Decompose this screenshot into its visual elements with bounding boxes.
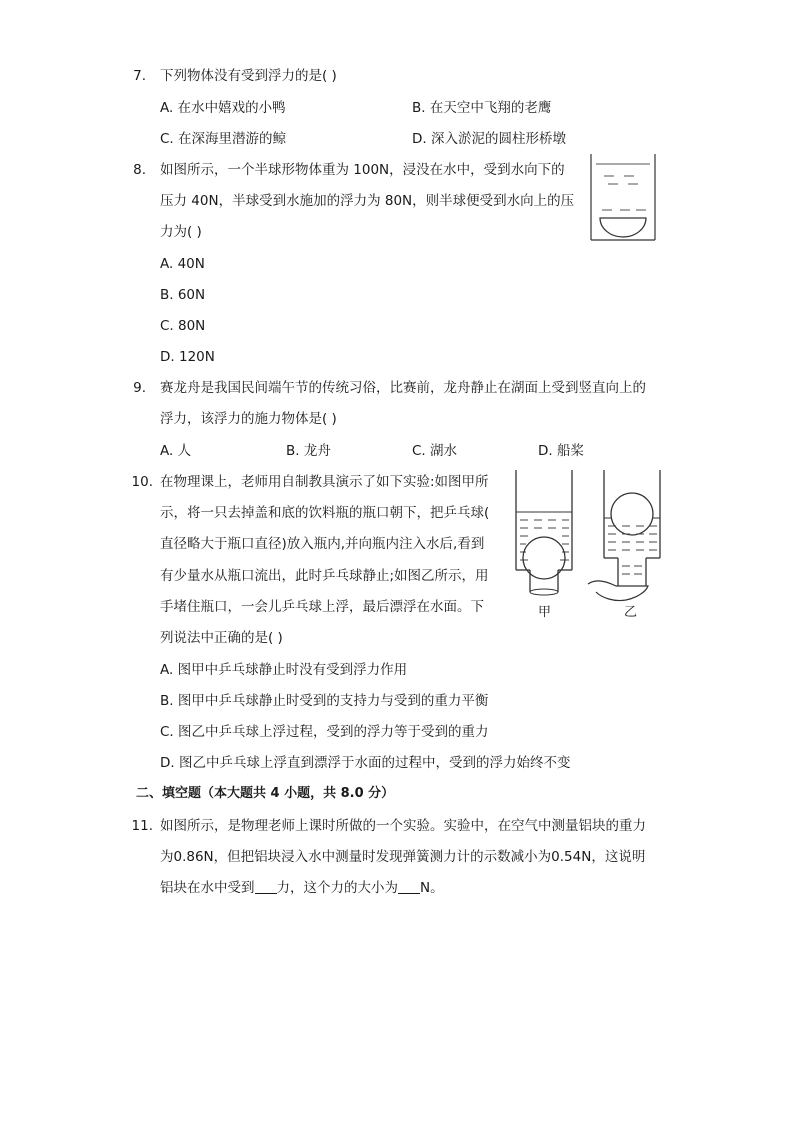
q10-label-yi: 乙 [624,605,638,620]
section-heading-fill-blank: 二、填空题（本大题共 4 小题，共 8.0 分） [136,786,395,801]
q11-line-3-part-a: 铝块在水中受到 [160,880,255,896]
q9-line-1: 赛龙舟是我国民间端午节的传统习俗，比赛前，龙舟静止在湖面上受到竖直向上的 [160,380,646,396]
q7-option-b: B. 在天空中飞翔的老鹰 [412,100,552,116]
q9-option-d: D. 船桨 [538,443,584,459]
q11-line-3-part-b: 力，这个力的大小为 [276,880,398,896]
q11-line-3-part-c: N。 [420,880,444,896]
q11-blank-2[interactable] [398,879,420,894]
q9-option-a: A. 人 [160,443,192,459]
q8-line-2: 压力 40N，半球受到水施加的浮力为 80N，则半球便受到水向上的压 [160,193,575,209]
q8-option-d: D. 120N [160,349,215,365]
q8-option-a: A. 40N [160,256,205,272]
q10-option-b: B. 图甲中乒乓球静止时受到的支持力与受到的重力平衡 [160,693,489,709]
q10-number: 10. [131,474,153,490]
q11-line-1: 如图所示，是物理老师上课时所做的一个实验。实验中，在空气中测量铝块的重力 [160,818,646,834]
q10-figure-yi [586,466,666,606]
q11-blank-1[interactable] [255,879,277,894]
q10-label-jia: 甲 [538,605,552,620]
q11-line-3 [160,878,444,898]
q7-stem: 下列物体没有受到浮力的是( ) [160,68,337,84]
q8-beaker-figure [590,154,656,244]
q7-option-a: A. 在水中嬉戏的小鸭 [160,100,286,116]
q10-line-1: 在物理课上，老师用自制教具演示了如下实验:如图甲所 [160,474,489,490]
q8-line-1: 如图所示，一个半球形物体重为 100N，浸没在水中，受到水向下的 [160,162,565,178]
q9-option-b: B. 龙舟 [286,443,331,459]
q10-line-3: 直径略大于瓶口直径)放入瓶内,并向瓶内注入水后,看到 [160,536,485,552]
q9-number: 9. [133,380,146,396]
q9-option-c: C. 湖水 [412,443,458,459]
q7-option-d: D. 深入淤泥的圆柱形桥墩 [412,131,566,147]
q10-line-5: 手堵住瓶口，一会儿乒乓球上浮，最后漂浮在水面。下 [160,599,484,615]
q10-option-d: D. 图乙中乒乓球上浮直到漂浮于水面的过程中，受到的浮力始终不变 [160,755,571,771]
q9-line-2: 浮力，该浮力的施力物体是( ) [160,411,337,427]
q11-number: 11. [131,818,153,834]
q10-option-a: A. 图甲中乒乓球静止时没有受到浮力作用 [160,662,408,678]
q10-option-c: C. 图乙中乒乓球上浮过程，受到的浮力等于受到的重力 [160,724,489,740]
q7-number: 7. [133,68,146,84]
q10-line-4: 有少量水从瓶口流出，此时乒乓球静止;如图乙所示，用 [160,568,489,584]
q10-line-6: 列说法中正确的是( ) [160,630,283,646]
q7-option-c: C. 在深海里潜游的鲸 [160,131,287,147]
q8-line-3: 力为( ) [160,224,202,240]
q11-line-2: 为0.86N，但把铝块浸入水中测量时发现弹簧测力计的示数减小为0.54N，这说明 [160,849,646,865]
q10-figure-jia [514,470,574,600]
q8-number: 8. [133,162,146,178]
q8-option-b: B. 60N [160,287,206,303]
q10-line-2: 示，将一只去掉盖和底的饮料瓶的瓶口朝下，把乒乓球( [160,505,490,521]
q8-option-c: C. 80N [160,318,206,334]
